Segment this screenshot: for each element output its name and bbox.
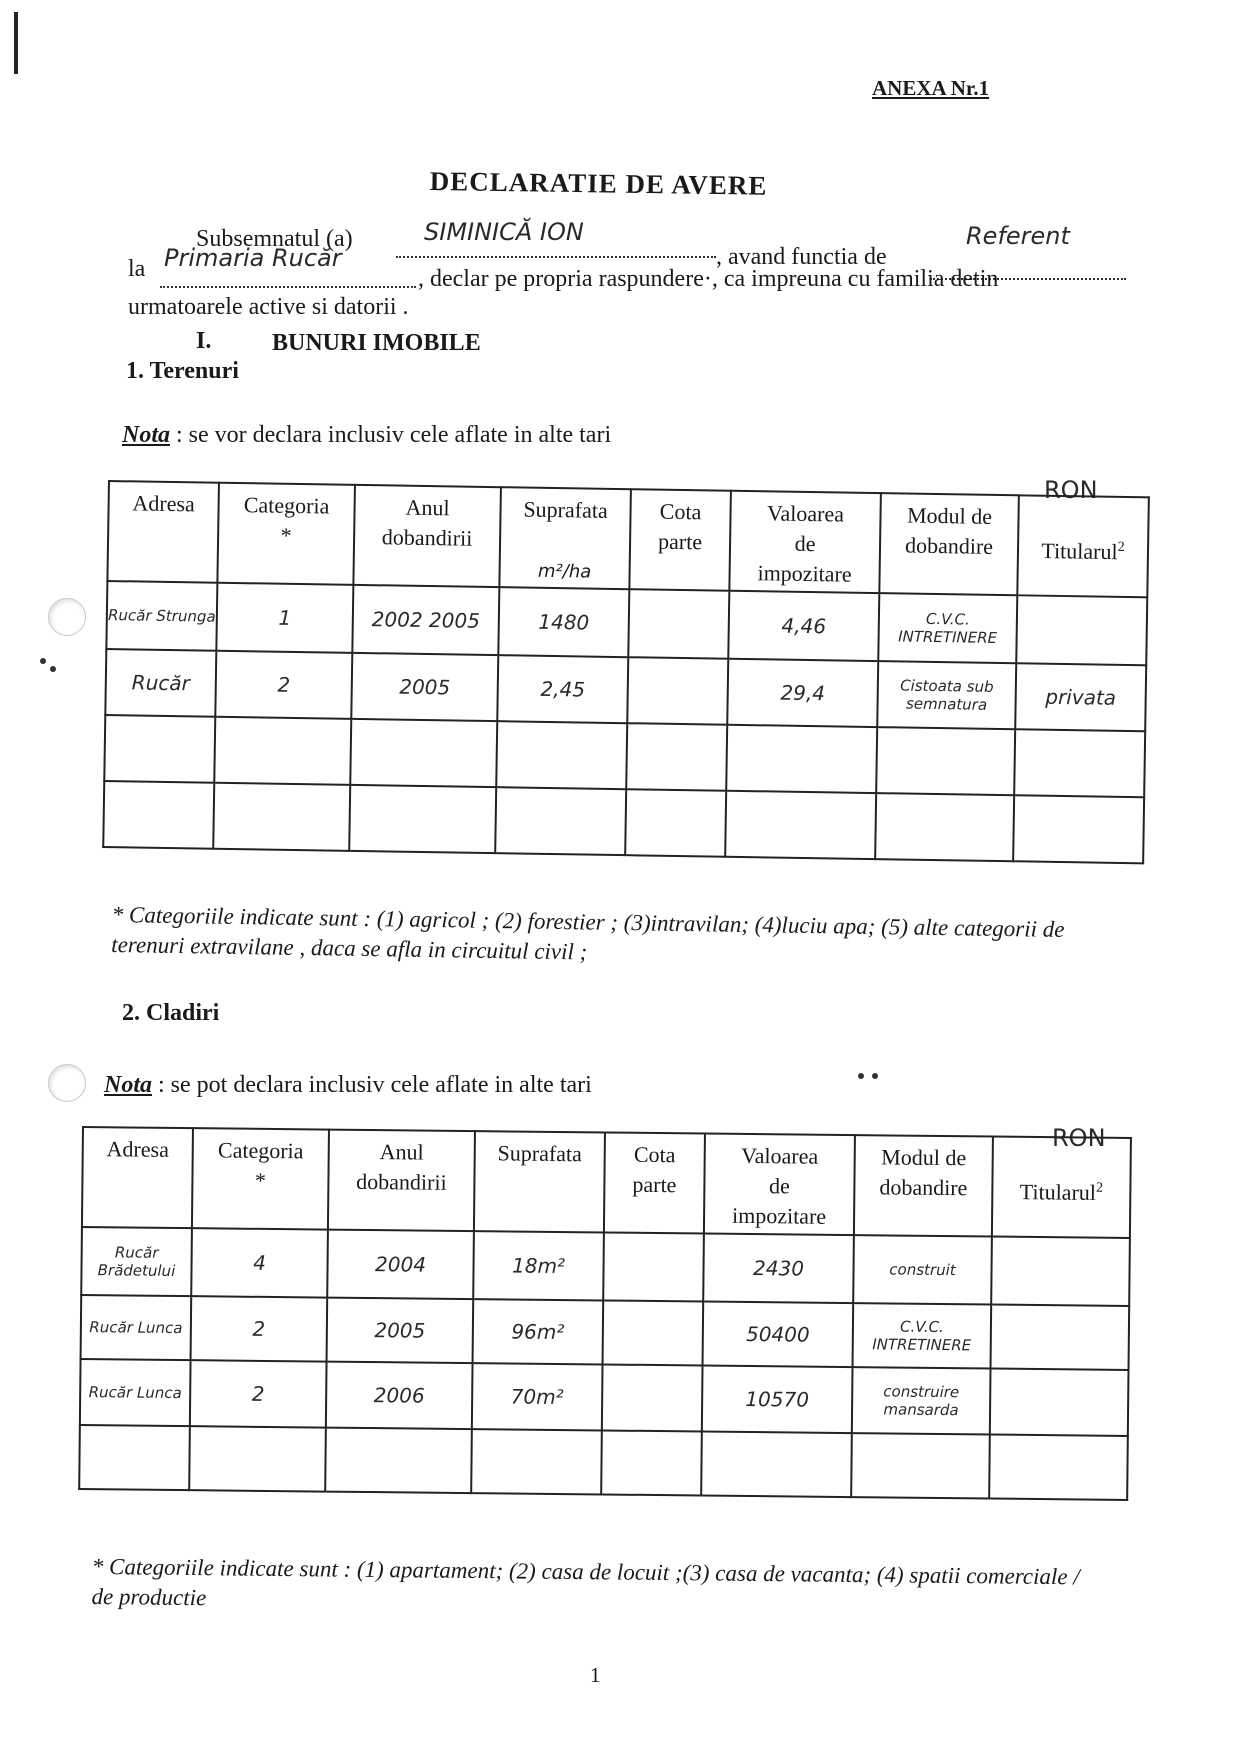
col-header-suprafata: Suprafata m²/ha (499, 487, 631, 589)
col-header-cota: Cota parte (629, 489, 731, 591)
table-header-row (82, 1127, 1131, 1238)
cell-modul (851, 1433, 990, 1498)
terenuri-nota (122, 422, 611, 449)
cell-adresa (79, 1425, 190, 1490)
col-header-anul: Anul dobandirii (328, 1130, 475, 1232)
cell-cota (602, 1364, 703, 1431)
cell-adresa: Rucăr Lunca (80, 1359, 191, 1426)
cell-valoarea (725, 791, 876, 859)
cell-categoria: 2 (190, 1360, 327, 1427)
table-row (80, 1359, 1129, 1436)
scan-dot (872, 1073, 878, 1079)
declar-text: , declar pe propria raspundere·, ca impreuna cu familia detin (418, 266, 999, 292)
cell-modul: construit (853, 1235, 992, 1304)
cladiri-table (78, 1126, 1132, 1501)
cell-anul: 2004 (327, 1230, 474, 1300)
cell-titularul (991, 1237, 1130, 1306)
cell-adresa: Rucăr Brădetului (81, 1227, 192, 1296)
cell-anul: 2002 2005 (352, 585, 499, 655)
cell-categoria: 1 (216, 583, 353, 653)
cell-adresa (104, 715, 215, 783)
col-header-adresa: Adresa (82, 1127, 193, 1228)
cell-modul: Cistoata sub semnatura (877, 661, 1016, 729)
col-header-categoria: Categoria * (192, 1128, 329, 1229)
cell-valoarea: 29,4 (727, 659, 878, 727)
document-title: DECLARATIE DE AVERE (429, 166, 768, 201)
cell-anul: 2006 (326, 1362, 473, 1430)
cell-categoria (214, 717, 351, 785)
punch-hole (48, 1064, 86, 1102)
cell-valoarea (701, 1432, 852, 1498)
table-row (81, 1295, 1130, 1370)
section-title: BUNURI IMOBILE (272, 330, 481, 356)
table-row (79, 1425, 1128, 1500)
cell-cota (603, 1232, 704, 1301)
nota-label: Nota (122, 422, 170, 448)
cell-titularul (989, 1435, 1128, 1500)
col-header-suprafata: Suprafata (474, 1131, 605, 1232)
cell-categoria: 2 (215, 651, 352, 719)
cell-cota (603, 1300, 704, 1365)
cell-suprafata (495, 787, 626, 855)
cell-modul (876, 727, 1015, 795)
scan-margin-mark (14, 12, 18, 74)
cell-suprafata: 2,45 (497, 655, 628, 723)
declarant-name: SIMINICĂ ION (424, 218, 584, 246)
cell-cota (601, 1430, 702, 1495)
cell-modul: C.V.C. INTRETINERE (853, 1303, 992, 1368)
col-header-valoarea: Valoarea de impozitare (729, 491, 881, 593)
cell-anul: 2005 (327, 1298, 474, 1364)
cell-suprafata: 18m² (473, 1231, 604, 1300)
cell-anul (350, 719, 497, 787)
cell-titularul (1013, 795, 1144, 863)
cell-adresa: Rucăr Lunca (81, 1295, 192, 1360)
terenuri-table (102, 480, 1150, 864)
cell-suprafata: 70m² (472, 1363, 603, 1430)
cell-categoria: 4 (191, 1228, 328, 1297)
scan-dot (50, 666, 56, 672)
cell-anul: 2005 (351, 653, 498, 721)
function-label: , avand functia de (716, 244, 887, 270)
col-header-cota: Cota parte (604, 1132, 705, 1233)
cell-modul: construire mansarda (852, 1367, 991, 1434)
col-header-adresa: Adresa (107, 481, 219, 583)
scan-dot (858, 1073, 864, 1079)
cell-cota (627, 657, 728, 725)
cell-cota (626, 723, 727, 791)
cell-valoarea (726, 725, 877, 793)
cell-titularul (1014, 729, 1145, 797)
cell-titularul (990, 1369, 1129, 1436)
punch-hole (48, 598, 86, 636)
cell-suprafata: 1480 (498, 587, 629, 657)
cell-adresa: Rucăr (105, 649, 216, 717)
cell-valoarea: 2430 (703, 1234, 854, 1304)
cell-adresa (103, 781, 214, 849)
cell-modul: C.V.C. INTRETINERE (878, 593, 1017, 663)
col-header-categoria: Categoria * (217, 483, 355, 585)
nota-text: : se pot declara inclusiv cele aflate in alte tari (152, 1072, 592, 1098)
cell-valoarea: 10570 (702, 1366, 853, 1434)
cell-titularul: privata (1015, 663, 1146, 731)
col-header-anul: Anul dobandirii (353, 485, 501, 587)
cell-suprafata: 96m² (473, 1299, 604, 1364)
col-header-titularul: Titularul$^2$ (1017, 495, 1149, 597)
terenuri-footnote: * Categoriile indicate sunt : (1) agricol ; (2) forestier ; (3)intravilan; (4)luciu apa; (5) alte categorii de terenuri extravilane , daca se afla in circuitul civil ; (111, 901, 1065, 965)
col-header-titularul: Titularul$^2$ (992, 1137, 1131, 1238)
col-header-modul: Modul de dobandire (879, 493, 1019, 595)
annex-label: ANEXA Nr.1 (872, 76, 990, 100)
cell-valoarea: 50400 (703, 1302, 854, 1368)
cell-anul (325, 1428, 472, 1494)
cell-cota (625, 789, 726, 857)
terenuri-currency: RON (1044, 476, 1098, 504)
cell-categoria (189, 1426, 326, 1491)
col-header-modul: Modul de dobandire (854, 1135, 993, 1236)
cell-modul (875, 793, 1014, 861)
cell-suprafata (471, 1429, 602, 1494)
cell-valoarea: 4,46 (728, 591, 879, 661)
cell-categoria: 2 (191, 1296, 328, 1361)
nota-label: Nota (104, 1072, 152, 1098)
col-header-valoarea: Valoarea de impozitare (704, 1134, 855, 1236)
cell-titularul (1016, 595, 1147, 665)
declarant-function: Referent (966, 222, 1070, 250)
cell-suprafata (496, 721, 627, 789)
table-header-row (107, 481, 1148, 597)
cell-adresa: Rucăr Strunga (106, 581, 217, 651)
terenuri-heading: 1. Terenuri (126, 358, 239, 384)
scan-dot (40, 658, 46, 664)
cladiri-footnote: * Categoriile indicate sunt : (1) apartament; (2) casa de locuit ;(3) casa de vacanta; (4) spatii comerciale / de productie (91, 1553, 1080, 1611)
cell-cota (628, 589, 729, 659)
la-label: la (128, 256, 146, 282)
cell-titularul (991, 1305, 1130, 1370)
cell-anul (349, 785, 496, 853)
cladiri-nota (104, 1072, 592, 1099)
intro-line3: urmatoarele active si datorii . (128, 294, 409, 320)
cell-categoria (213, 783, 350, 851)
cladiri-heading: 2. Cladiri (122, 1000, 220, 1026)
cladiri-currency: RON (1052, 1124, 1106, 1152)
nota-text: : se vor declara inclusiv cele aflate in alte tari (170, 422, 612, 448)
section-number: I. (196, 328, 212, 354)
table-row (81, 1227, 1130, 1306)
page-number: 1 (590, 1663, 601, 1687)
institution-name: Primaria Rucăr (164, 244, 342, 272)
subsemnatul-label: Subsemnatul (a) (196, 226, 353, 252)
